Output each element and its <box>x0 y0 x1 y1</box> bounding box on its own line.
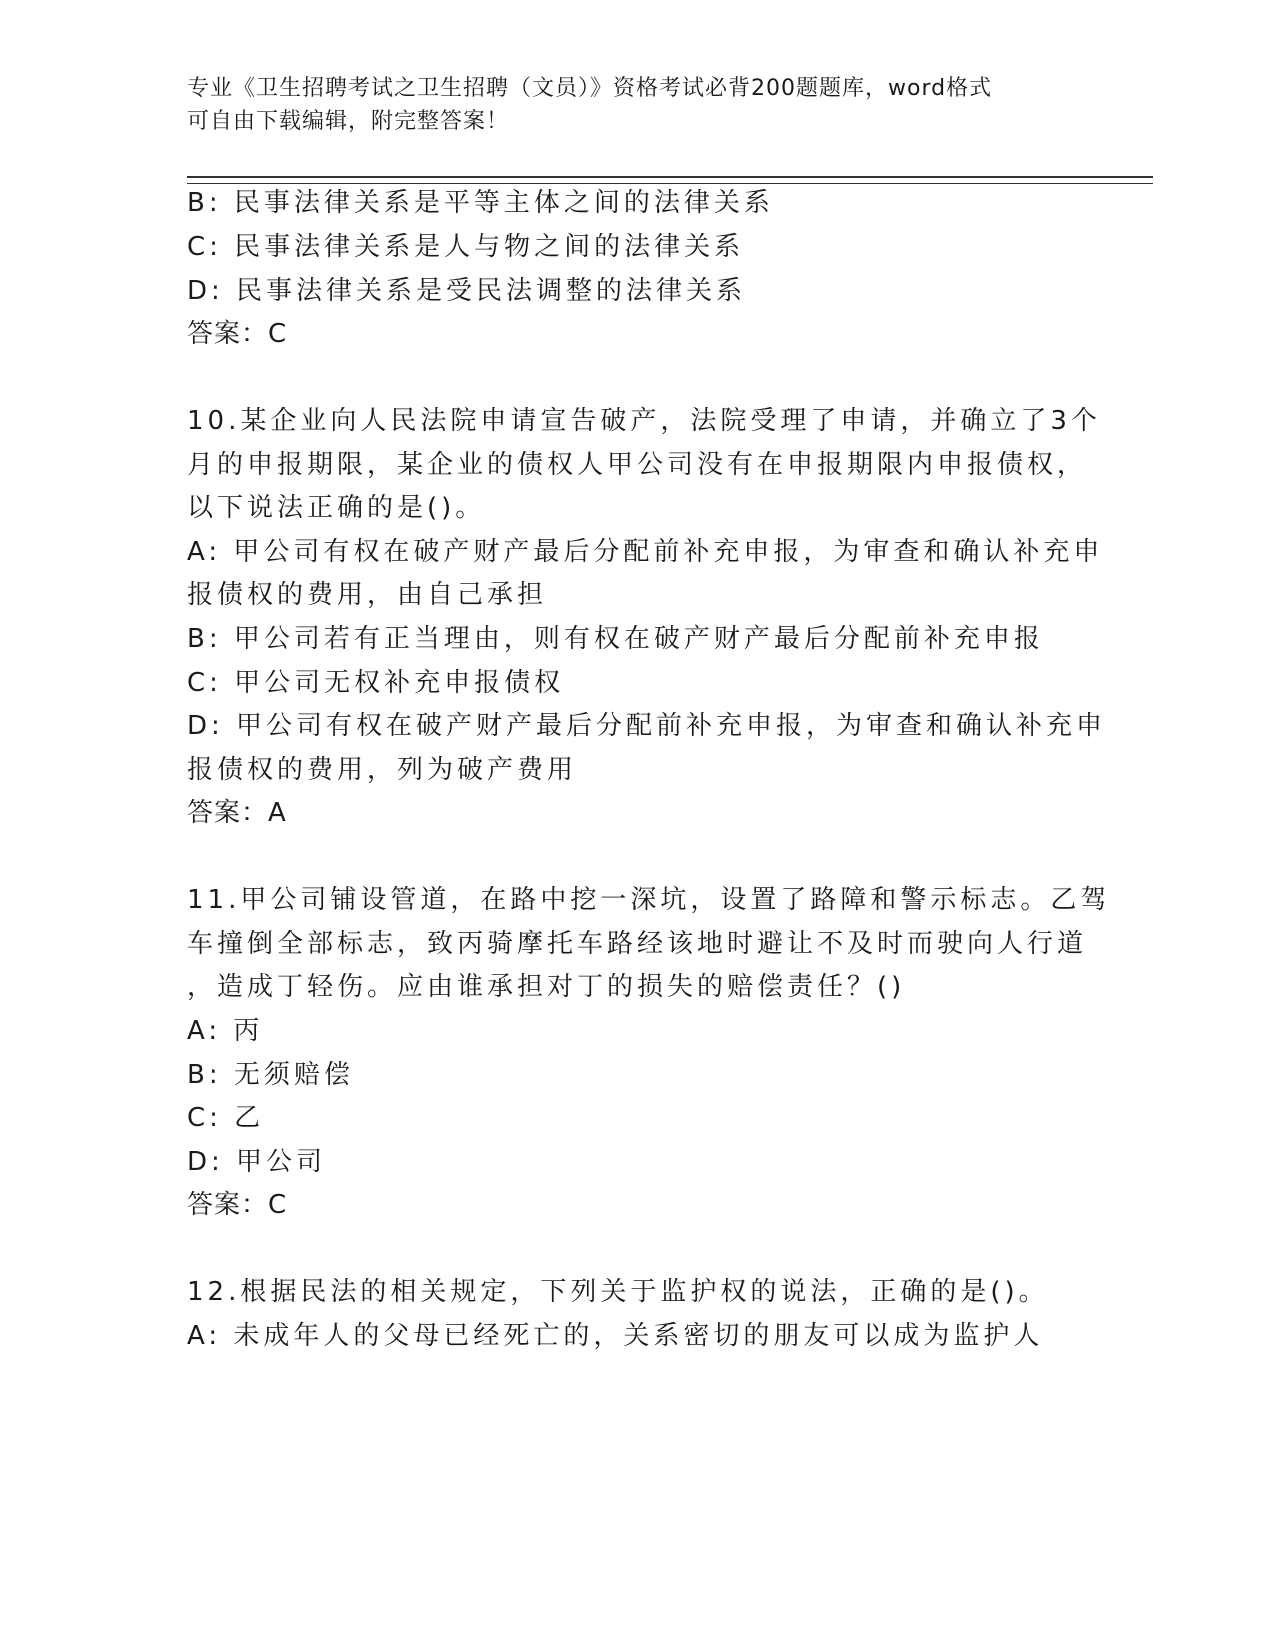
q10-option-a-line-2: 报债权的费用，由自己承担 <box>187 580 548 610</box>
q11-option-b: B: 无须赔偿 <box>187 1060 354 1090</box>
q10-option-d-line-2: 报债权的费用，列为破产费用 <box>187 755 578 785</box>
q10-option-d-line-1: D: 甲公司有权在破产财产最后分配前补充申报，为审查和确认补充申 <box>187 711 1107 741</box>
q10-option-a-line-1: A: 甲公司有权在破产财产最后分配前补充申报，为审查和确认补充申 <box>187 537 1104 567</box>
q11-stem-line-1: 11.甲公司铺设管道，在路中挖一深坑，设置了路障和警示标志。乙驾 <box>187 885 1111 915</box>
q11-option-a: A: 丙 <box>187 1016 264 1046</box>
q12-option-a: A: 未成年人的父母已经死亡的，关系密切的朋友可以成为监护人 <box>187 1321 1044 1351</box>
q12-stem-line-1: 12.根据民法的相关规定，下列关于监护权的说法，正确的是()。 <box>187 1277 1049 1307</box>
q11-answer: 答案：C <box>187 1190 288 1220</box>
q10-answer: 答案：A <box>187 798 287 828</box>
q10-stem-line-1: 10.某企业向人民法院申请宣告破产，法院受理了申请，并确立了3个 <box>187 406 1101 436</box>
q11-option-d: D: 甲公司 <box>187 1147 327 1177</box>
q11-option-c: C: 乙 <box>187 1103 265 1133</box>
q11-stem-line-2: 车撞倒全部标志，致丙骑摩托车路经该地时避让不及时而驶向人行道 <box>187 929 1088 959</box>
document-header <box>187 72 1087 138</box>
q9-option-c: C: 民事法律关系是人与物之间的法律关系 <box>187 232 745 262</box>
header-title-line-2: 可自由下载编辑，附完整答案！ <box>187 109 510 134</box>
q9-option-b: B: 民事法律关系是平等主体之间的法律关系 <box>187 188 774 218</box>
header-title-line-1: 专业《卫生招聘考试之卫生招聘（文员）》资格考试必背200题题库，word格式 <box>187 76 993 101</box>
q9-answer: 答案：C <box>187 319 288 349</box>
q10-option-b: B: 甲公司若有正当理由，则有权在破产财产最后分配前补充申报 <box>187 624 1044 654</box>
q10-stem-line-2: 月的申报期限，某企业的债权人甲公司没有在申报期限内申报债权， <box>187 450 1088 480</box>
q10-stem-line-3: 以下说法正确的是()。 <box>187 493 486 523</box>
header-divider-thick <box>187 176 1153 178</box>
header-divider-thin <box>187 183 1153 184</box>
q9-option-d: D: 民事法律关系是受民法调整的法律关系 <box>187 276 747 306</box>
q10-option-c: C: 甲公司无权补充申报债权 <box>187 668 565 698</box>
q11-stem-line-3: ，造成丁轻伤。应由谁承担对丁的损失的赔偿责任？() <box>187 972 906 1002</box>
